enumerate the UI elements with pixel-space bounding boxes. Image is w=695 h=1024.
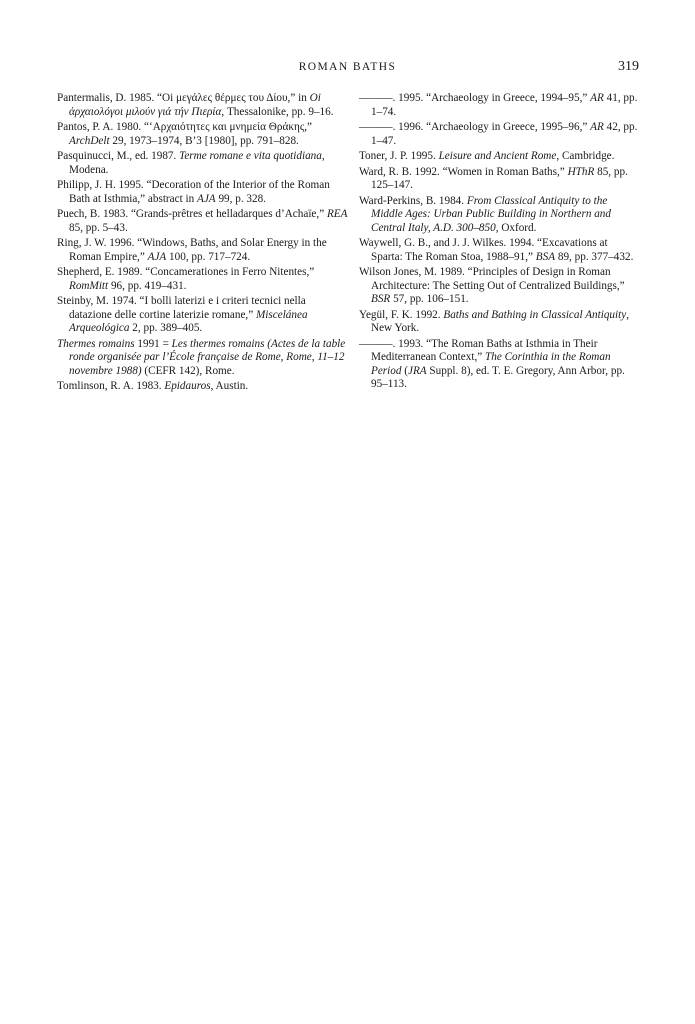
bibliography-entry bbox=[359, 237, 641, 264]
entry-text: Steinby, M. 1974. “I bolli laterizi e i criteri tecnici nella datazione delle cortine laterizie romane,” bbox=[57, 295, 306, 321]
bibliography-entry bbox=[57, 266, 348, 293]
entry-italic-text: JRA bbox=[407, 364, 427, 377]
bibliography-entry bbox=[359, 166, 641, 193]
entry-italic-text: The Corinthia in the Roman Period bbox=[371, 351, 611, 377]
entry-text: Pasquinucci, M., ed. 1987. bbox=[57, 150, 180, 162]
bibliography-left-column bbox=[57, 92, 348, 396]
entry-italic-text: Miscelánea Arqueológica bbox=[69, 308, 308, 334]
entry-text: 85, pp. 125–147. bbox=[371, 165, 628, 191]
bibliography-entry bbox=[359, 266, 641, 307]
entry-text: ( bbox=[401, 364, 408, 377]
entry-italic-text: Leisure and Ancient Rome bbox=[438, 150, 557, 162]
bibliography-entry bbox=[359, 150, 641, 164]
entry-text: 1991 = bbox=[134, 337, 172, 350]
bibliography-entry bbox=[57, 295, 348, 336]
entry-text: , Modena. bbox=[69, 150, 325, 176]
entry-text: 96, pp. 419–431. bbox=[108, 279, 187, 292]
entry-text: Ring, J. W. 1996. “Windows, Baths, and Solar Energy in the Roman Empire,” bbox=[57, 237, 327, 263]
bibliography-entry bbox=[359, 338, 641, 392]
entry-italic-text: Oi ἀρχαιολόγοι μιλούν γιά τήν Πιερία bbox=[69, 92, 321, 118]
entry-italic-text: BSA bbox=[535, 250, 556, 263]
entry-text: 100, pp. 717–724. bbox=[166, 250, 251, 263]
entry-text: 29, 1973–1974, B’3 [1980], pp. 791–828. bbox=[109, 134, 299, 147]
entry-text: 85, pp. 5–43. bbox=[69, 221, 128, 234]
bibliography-right-column bbox=[359, 92, 641, 394]
entry-text: ———. 1995. “Archaeology in Greece, 1994–95,” bbox=[359, 92, 591, 104]
bibliography-entry bbox=[57, 179, 348, 206]
bibliography-entry bbox=[57, 338, 348, 379]
entry-text: Yegül, F. K. 1992. bbox=[359, 308, 444, 321]
entry-text: Suppl. 8), ed. T. E. Gregory, Ann Arbor, pp. 95–113. bbox=[371, 364, 625, 390]
entry-italic-text: Baths and Bathing in Classical Antiquity bbox=[443, 308, 627, 321]
running-head bbox=[0, 58, 695, 78]
entry-italic-text: AR bbox=[590, 121, 604, 133]
bibliography-entry bbox=[57, 121, 348, 148]
bibliography-entry bbox=[57, 208, 348, 235]
bibliography-entry bbox=[57, 92, 348, 119]
bibliography-entry bbox=[359, 92, 641, 119]
entry-text: , New York. bbox=[371, 308, 630, 334]
bibliography-entry bbox=[359, 195, 641, 236]
bibliography-entry bbox=[359, 309, 641, 336]
entry-italic-text: Les thermes romains (Actes de la table ronde organisée par l’École française de Rome, Rome, 11–12 novembre 1988) bbox=[69, 337, 346, 377]
entry-text: Puech, B. 1983. “Grands-prêtres et helladarques d’Achaïe,” bbox=[57, 208, 327, 220]
bibliography-entry bbox=[57, 150, 348, 177]
entry-text: 57, pp. 106–151. bbox=[390, 293, 469, 305]
entry-text: Shepherd, E. 1989. “Concamerationes in Ferro Nitentes,” bbox=[57, 266, 315, 278]
entry-italic-text: Epidauros bbox=[164, 380, 211, 392]
entry-text: , Thessalonike, pp. 9–16. bbox=[221, 105, 334, 118]
entry-italic-text: ArchDelt bbox=[69, 134, 110, 147]
entry-text: , Cambridge. bbox=[556, 150, 615, 162]
entry-italic-text: HThR bbox=[567, 165, 595, 178]
entry-text: Tomlinson, R. A. 1983. bbox=[57, 380, 165, 392]
bibliography-entry bbox=[359, 121, 641, 148]
page-number: 319 bbox=[618, 59, 639, 74]
entry-text: Philipp, J. H. 1995. “Decoration of the Interior of the Roman Bath at Isthmia,” abstract in bbox=[57, 179, 330, 205]
bibliography-entry bbox=[57, 237, 348, 264]
entry-text: 89, pp. 377–432. bbox=[555, 250, 634, 263]
entry-text: 41, pp. 1–74. bbox=[371, 92, 638, 118]
entry-text: (CEFR 142), Rome. bbox=[141, 364, 235, 377]
entry-text: , Austin. bbox=[210, 380, 249, 392]
entry-text: Pantos, P. A. 1980. “‘Αρχαιότητες και μνημεία Θράκης,” bbox=[57, 121, 313, 133]
entry-text: Pantermalis, D. 1985. “Oi μεγάλες θέρμες του Δίου,” in bbox=[57, 92, 310, 104]
entry-italic-text: RomMitt bbox=[69, 279, 109, 292]
entry-text: Toner, J. P. 1995. bbox=[359, 150, 439, 162]
entry-text: Ward, R. B. 1992. “Women in Roman Baths,” bbox=[359, 165, 568, 178]
entry-text: Ward-Perkins, B. 1984. bbox=[359, 194, 467, 207]
entry-italic-text: From Classical Antiquity to the Middle Ages: Urban Public Building in Northern and Central Italy, A.D. 300–850 bbox=[371, 194, 611, 234]
entry-italic-text: AR bbox=[590, 92, 604, 104]
entry-text: 99, p. 328. bbox=[215, 192, 266, 205]
entry-text: 42, pp. 1–47. bbox=[371, 121, 638, 147]
entry-text: ———. 1993. “The Roman Baths at Isthmia in Their Mediterranean Context,” bbox=[359, 337, 598, 363]
entry-italic-text: Thermes romains bbox=[57, 337, 135, 350]
entry-text: , Oxford. bbox=[495, 221, 537, 234]
entry-italic-text: AJA bbox=[197, 192, 216, 205]
entry-text: ———. 1996. “Archaeology in Greece, 1995–96,” bbox=[359, 121, 591, 133]
entry-italic-text: Terme romane e vita quotidiana bbox=[179, 150, 322, 162]
entry-italic-text: AJA bbox=[147, 250, 167, 263]
entry-text: Waywell, G. B., and J. J. Wilkes. 1994. “Excavations at Sparta: The Roman Stoa, 1988–91,” bbox=[359, 237, 608, 263]
entry-italic-text: REA bbox=[326, 208, 348, 220]
bibliography-entry bbox=[57, 380, 348, 394]
entry-italic-text: BSR bbox=[371, 293, 391, 305]
running-title: ROMAN BATHS bbox=[298, 61, 397, 73]
entry-text: 2, pp. 389–405. bbox=[129, 322, 203, 334]
entry-text: Wilson Jones, M. 1989. “Principles of Design in Roman Architecture: The Setting Out of Centralized Buildings,” bbox=[359, 266, 625, 292]
